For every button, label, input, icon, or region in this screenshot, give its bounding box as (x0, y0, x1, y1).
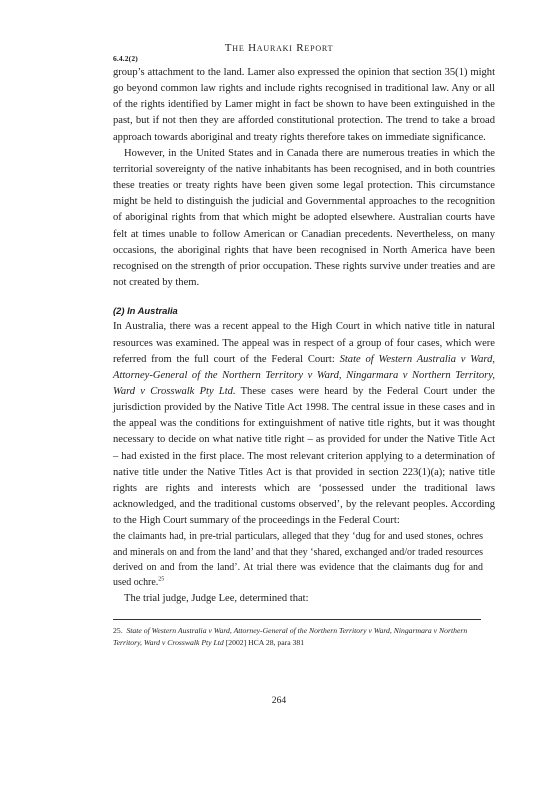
case-citation: State of Western Australia v Ward, Attorney-General of the Northern Territory v Ward, Ningarmara v Northern Territory, Ward v Crosswalk Pty Ltd. (113, 353, 495, 397)
paragraph-3 (113, 319, 495, 529)
footnote (113, 625, 495, 650)
section-number: 6.4.2(2) (113, 54, 138, 63)
paragraph-3-text-a: In Australia, there was a recent appeal to the High Court in which native title in natural resources was examined. The appeal was in respect of a group of four cases, which were referred from the full court of the Federal Court: (113, 321, 495, 365)
running-header-title: The Hauraki Report (224, 42, 334, 54)
paragraph-2: However, in the United States and in Canada there are numerous treaties in which the territorial sovereignty of the native inhabitants has been recognised, and in both countries these treaties or treaty rights have been given some legal protection. This circumstance might be held to distinguish the judicial and Governmental approaches to the recognition of aboriginal rights from that which might be adopted elsewhere. Australian courts have felt at times unable to follow American or Canadian precedents. Nevertheless, on many occasions, the aboriginal rights that have been recognised in North America have been recognised on the strength of prior occupation. These rights survive under treaties and are not created by them. (113, 147, 495, 289)
block-quote-text: the claimants had, in pre-trial particulars, alleged that they ‘dug for and used stones, ochres and minerals on and from the land’ and that they ‘shared, exchanged and/or traded resources derived on and from the land’. At trial there was evidence that the claimants dug for and used ochre. (113, 531, 483, 589)
page-number: 264 (271, 695, 287, 706)
paragraph-1: group’s attachment to the land. Lamer also expressed the opinion that section 35(1) might go beyond common law rights and include rights recognised in traditional law. Any or all of the rights identified by Lamer might in fact be shown to have been extinguished in the past, but if not then they are afforded constitutional protection. The trend to take a broad approach towards aboriginal and treaty rights therefore takes on immediate significance. (113, 67, 495, 143)
footnote-citation: [2002] HCA 28, para 381 (223, 638, 305, 648)
footnote-case: State of Western Australia v Ward, Attorney-General of the Northern Territory v Ward, Ningarmara v Northern Territory, Ward v Crosswalk Pty Ltd (113, 626, 468, 648)
body-text (113, 65, 495, 607)
footnote-divider (113, 619, 481, 620)
paragraph-3-text-b: These cases were heard by the Federal Court under the jurisdiction provided by the Native Title Act 1998. The central issue in these cases and in the appeal was the conditions for extinguishment of native title rights, but it was thought necessary to decide on what native title right – as provided for under the Native Title Act – had existed in the first place. The most relevant criterion applying to a determination of native title under the Native Titles Act is that provided in section 223(1)(a); native title rights are rights and interests which are ‘possessed under the traditional laws acknowledged, and the traditional customs observed’, by the relevant peoples. According to the High Court summary of the proceedings in the Federal Court: (113, 385, 495, 527)
section-subheading: (2) In Australia (113, 305, 178, 317)
paragraph-4: The trial judge, Judge Lee, determined that: (124, 592, 309, 604)
footnote-number: 25. (113, 626, 123, 635)
footnote-reference: 25 (158, 576, 165, 583)
block-quote (113, 529, 483, 590)
paragraph-gap (113, 291, 495, 303)
